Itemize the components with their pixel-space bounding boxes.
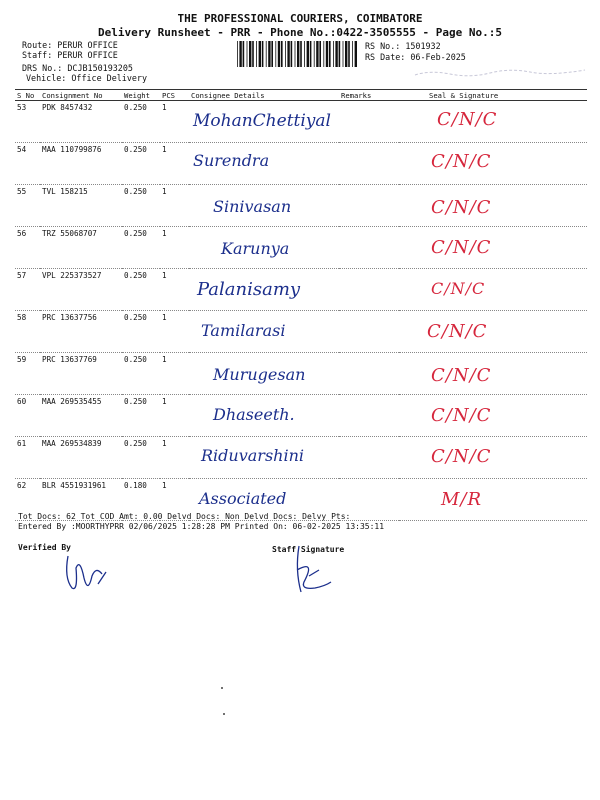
barcode-bar (259, 41, 261, 67)
consignee-name: Sinivasan (213, 197, 292, 216)
barcode-bar (323, 41, 324, 67)
route-label: Route: PERUR OFFICE (22, 40, 118, 50)
barcode-bar (329, 41, 331, 67)
runsheet-subtitle: Delivery Runsheet - PRR - Phone No.:0422-3505555 - Page No.:5 (98, 26, 502, 39)
table-row (15, 227, 587, 269)
rs-number: RS No.: 1501932 (365, 41, 441, 51)
sno: 61 (15, 437, 40, 479)
consignee-name: Tamilarasi (201, 321, 286, 340)
pcs: 1 (160, 185, 189, 227)
col-pcs: PCS (160, 90, 189, 101)
staff-signature-label: Staff Signature (272, 545, 345, 554)
verified-by-label: Verified By (18, 543, 71, 552)
barcode-bar (319, 41, 321, 67)
staff-signature (285, 540, 335, 600)
pcs: 1 (160, 101, 189, 143)
table-row (15, 101, 587, 143)
consignment-no: PDK 8457432 (40, 101, 122, 143)
barcode-bar (239, 41, 241, 67)
pcs: 1 (160, 437, 189, 479)
barcode-bar (252, 41, 254, 67)
table-row (15, 185, 587, 227)
drs-number: DRS No.: DCJB150193205 (22, 63, 133, 73)
barcode-bar (287, 41, 289, 67)
entered-by-line: Entered By :MOORTHYPRR 02/06/2025 1:28:28 PM Printed On: 06-02-2025 13:35:11 (18, 522, 385, 531)
sno: 57 (15, 269, 40, 311)
sno: 55 (15, 185, 40, 227)
barcode-bar (266, 41, 267, 67)
col-sno: S No (15, 90, 40, 101)
col-weight: Weight (122, 90, 160, 101)
table-header-row (15, 90, 587, 101)
barcode-bar (355, 41, 357, 67)
barcode-bar (300, 41, 302, 67)
consignee-name: Riduvarshini (201, 446, 304, 465)
seal: C/N/C (431, 446, 492, 467)
consignee-name: Murugesan (213, 365, 306, 384)
sno: 58 (15, 311, 40, 353)
weight: 0.250 (122, 311, 160, 353)
barcode-bar (345, 41, 347, 67)
barcode-bar (295, 41, 296, 67)
barcode-bar (316, 41, 318, 67)
barcode-bar (262, 41, 264, 67)
barcode-bar (275, 41, 276, 67)
barcode-bar (278, 41, 280, 67)
stray-mark (221, 687, 223, 689)
barcode-bar (326, 41, 328, 67)
consignment-no: PRC 13637769 (40, 353, 122, 395)
barcode-bar (307, 41, 309, 67)
consignment-no: VPL 225373527 (40, 269, 122, 311)
weight: 0.250 (122, 353, 160, 395)
barcode-bar (281, 41, 283, 67)
consignment-no: MAA 110799876 (40, 143, 122, 185)
consignee-name: MohanChettiyal (193, 111, 331, 131)
barcode-bar (285, 41, 286, 67)
consignee-name: Associated (199, 489, 287, 508)
table-row (15, 143, 587, 185)
barcode-bar (348, 41, 350, 67)
barcode-bar (271, 41, 273, 67)
col-consignment: Consignment No (40, 90, 122, 101)
weight: 0.250 (122, 395, 160, 437)
barcode-bar (343, 41, 344, 67)
seal: C/N/C (431, 151, 492, 172)
col-seal: Seal & Signature (399, 90, 587, 101)
barcode-bar (256, 41, 257, 67)
sno: 60 (15, 395, 40, 437)
barcode-bar (310, 41, 312, 67)
seal: C/N/C (431, 365, 492, 386)
barcode-bar (297, 41, 299, 67)
weight: 0.250 (122, 227, 160, 269)
weight: 0.250 (122, 269, 160, 311)
barcode-bar (352, 41, 353, 67)
totals-line: Tot Docs: 62 Tot COD Amt: 0.00 Delvd Docs: Non Delvd Docs: Delvy Pts: (18, 512, 351, 521)
consignment-no: MAA 269535455 (40, 395, 122, 437)
barcode-bar (335, 41, 337, 67)
barcode-bar (247, 41, 248, 67)
sno: 62 (15, 479, 40, 521)
col-remarks: Remarks (339, 90, 399, 101)
seal: M/R (441, 489, 483, 510)
seal: C/N/C (427, 321, 488, 342)
table-row (15, 437, 587, 479)
barcode (236, 41, 358, 67)
weight: 0.250 (122, 101, 160, 143)
pcs: 1 (160, 353, 189, 395)
stray-mark (223, 713, 225, 715)
barcode-bar (243, 41, 245, 67)
table-row (15, 395, 587, 437)
consignee-name: Karunya (221, 239, 290, 258)
consignment-no: PRC 13637756 (40, 311, 122, 353)
staff-label: Staff: PERUR OFFICE (22, 50, 118, 60)
sno: 59 (15, 353, 40, 395)
barcode-bar (339, 41, 341, 67)
barcode-bar (291, 41, 293, 67)
pcs: 1 (160, 227, 189, 269)
weight: 0.250 (122, 185, 160, 227)
faint-stamp-mark (410, 66, 590, 80)
table-row (15, 353, 587, 395)
consignment-no: TRZ 55068707 (40, 227, 122, 269)
barcode-bar (304, 41, 305, 67)
sno: 54 (15, 143, 40, 185)
consignment-no: TVL 158215 (40, 185, 122, 227)
sno: 53 (15, 101, 40, 143)
consignee-name: Surendra (193, 151, 270, 170)
barcode-bar (314, 41, 315, 67)
sno: 56 (15, 227, 40, 269)
barcode-bar (237, 41, 238, 67)
runsheet-table (15, 89, 587, 521)
company-title: THE PROFESSIONAL COURIERS, COIMBATORE (177, 12, 423, 25)
pcs: 1 (160, 395, 189, 437)
rs-date: RS Date: 06-Feb-2025 (365, 52, 466, 62)
pcs: 1 (160, 269, 189, 311)
col-consignee: Consignee Details (189, 90, 339, 101)
barcode-bar (249, 41, 251, 67)
consignee-name: Dhaseeth. (213, 405, 295, 424)
seal: C/N/C (431, 279, 486, 298)
pcs: 1 (160, 143, 189, 185)
seal: C/N/C (437, 109, 498, 130)
barcode-bar (333, 41, 334, 67)
table-row (15, 269, 587, 311)
barcode-bar (268, 41, 270, 67)
seal: C/N/C (431, 197, 492, 218)
table-row (15, 311, 587, 353)
pcs: 1 (160, 311, 189, 353)
consignment-no: MAA 269534839 (40, 437, 122, 479)
weight: 0.250 (122, 143, 160, 185)
pcs: 1 (160, 479, 189, 521)
weight: 0.250 (122, 437, 160, 479)
verified-signature (58, 548, 118, 598)
seal: C/N/C (431, 237, 492, 258)
vehicle-label: Vehicle: Office Delivery (26, 73, 148, 83)
consignee-name: Palanisamy (197, 279, 301, 300)
weight: 0.180 (122, 479, 160, 521)
seal: C/N/C (431, 405, 492, 426)
consignment-no: BLR 4551931961 (40, 479, 122, 521)
